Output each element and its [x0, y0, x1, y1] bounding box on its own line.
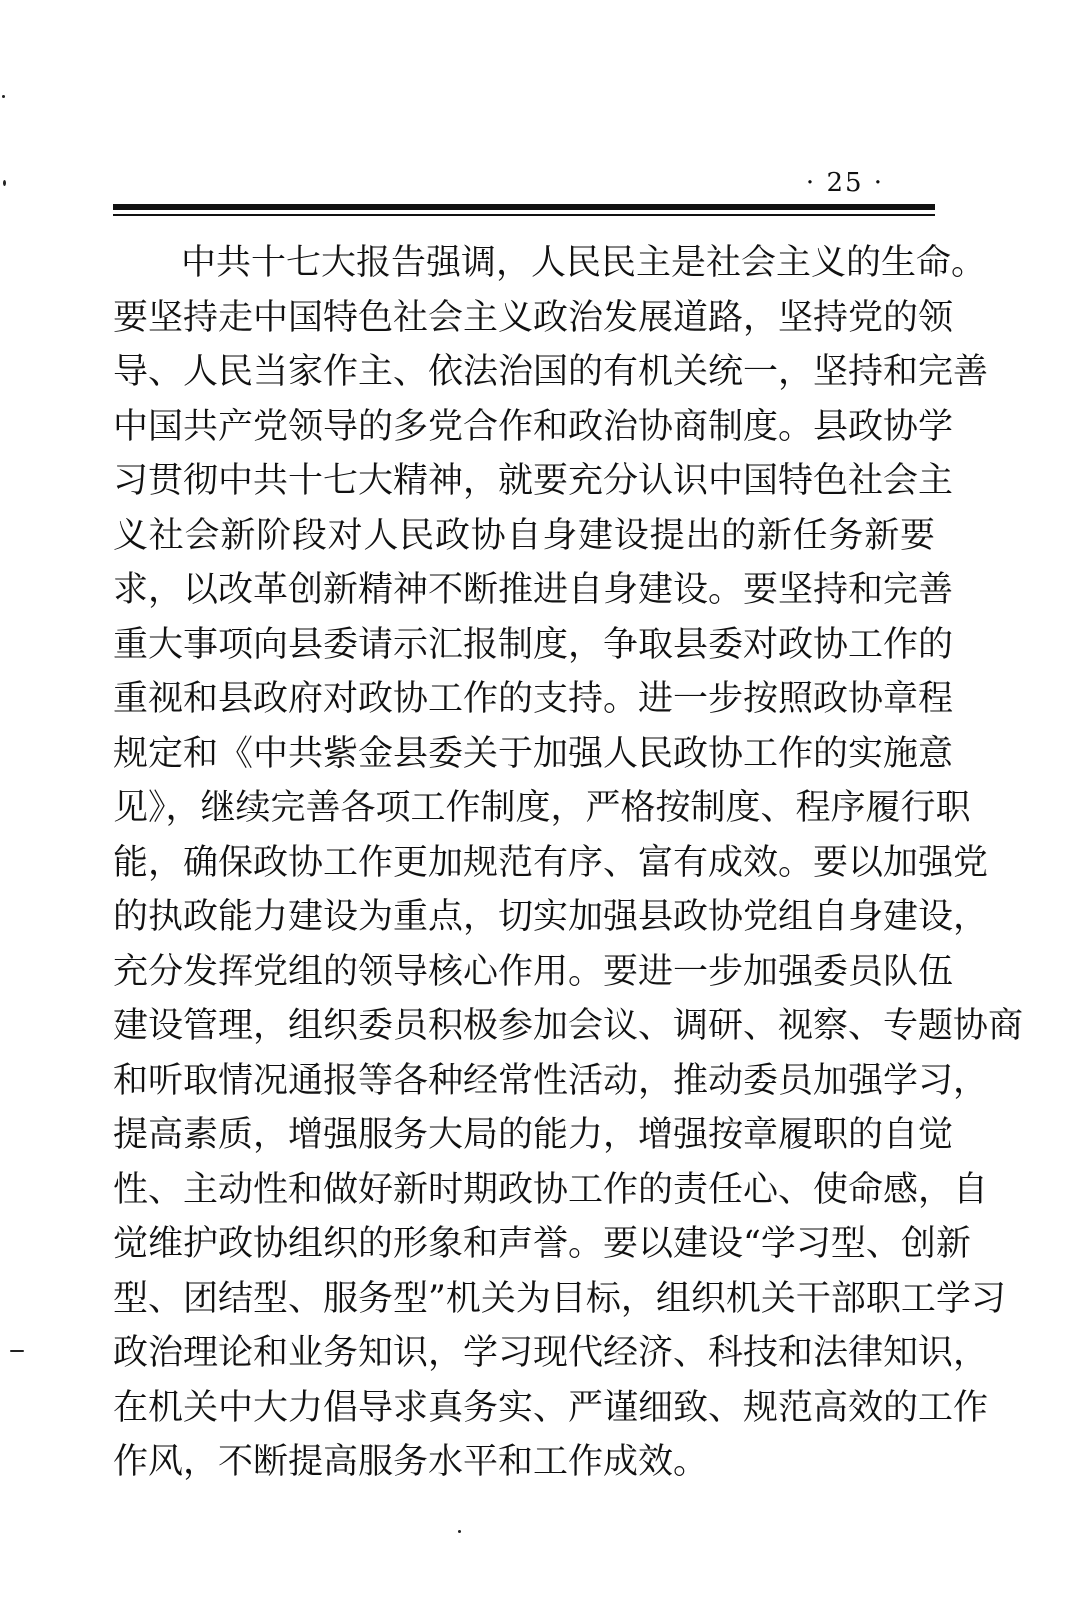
text-line: 型、团结型、服务型”机关为目标，组织机关干部职工学习 [113, 1278, 1006, 1319]
text-line: 政治理论和业务知识，学习现代经济、科技和法律知识， [113, 1333, 989, 1373]
text-line: 导、人民当家作主、依法治国的有机关统一，坚持和完善 [113, 352, 989, 392]
text-line: 见》，继续完善各项工作制度，严格按制度、程序履行职 [113, 788, 971, 828]
text-line: 中国共产党领导的多党合作和政治协商制度。县政协学 [113, 406, 954, 447]
page-number: · 25 · [805, 168, 885, 198]
text-line: 求，以改革创新精神不断推进自身建设。要坚持和完善 [113, 570, 954, 610]
text-line: 提高素质，增强服务大局的能力，增强按章履职的自觉 [113, 1115, 954, 1155]
scan-speck [2, 95, 5, 98]
header-rule-thick [113, 204, 935, 210]
text-line: 在机关中大力倡导求真务实、严谨细致、规范高效的工作 [113, 1387, 989, 1428]
text-line: 重大事项向县委请示汇报制度，争取县委对政协工作的 [113, 624, 954, 665]
text-line: 的执政能力建设为重点，切实加强县政协党组自身建设， [113, 897, 989, 937]
text-line: 性、主动性和做好新时期政协工作的责任心、使命感，自 [113, 1169, 989, 1210]
text-line: 觉维护政协组织的形象和声誉。要以建设“学习型、创新 [113, 1224, 971, 1264]
body-paragraph [113, 236, 1024, 1482]
text-line: 充分发挥党组的领导核心作用。要进一步加强委员队伍 [113, 951, 954, 992]
text-line: 习贯彻中共十七大精神，就要充分认识中国特色社会主 [113, 461, 954, 501]
scan-speck [458, 1530, 461, 1533]
text-line: 能，确保政协工作更加规范有序、富有成效。要以加强党 [113, 842, 989, 883]
text-line: 重视和县政府对政协工作的支持。进一步按照政协章程 [113, 679, 954, 719]
header-rule-thin [113, 214, 935, 216]
scan-speck [10, 1350, 24, 1352]
text-line: 作风，不断提高服务水平和工作成效。 [113, 1442, 709, 1482]
text-line: 建设管理，组织委员积极参加会议、调研、视察、专题协商 [113, 1006, 1024, 1046]
text-line: 义社会新阶段对人民政协自身建设提出的新任务新要 [113, 515, 935, 556]
text-line: 要坚持走中国特色社会主义政治发展道路，坚持党的领 [113, 297, 954, 338]
scan-speck [3, 180, 6, 186]
text-line: 和听取情况通报等各种经常性活动，推动委员加强学习， [113, 1060, 989, 1101]
text-line: 中共十七大报告强调，人民民主是社会主义的生命。 [181, 243, 987, 283]
text-line: 规定和《中共紫金县委关于加强人民政协工作的实施意 [113, 733, 954, 774]
